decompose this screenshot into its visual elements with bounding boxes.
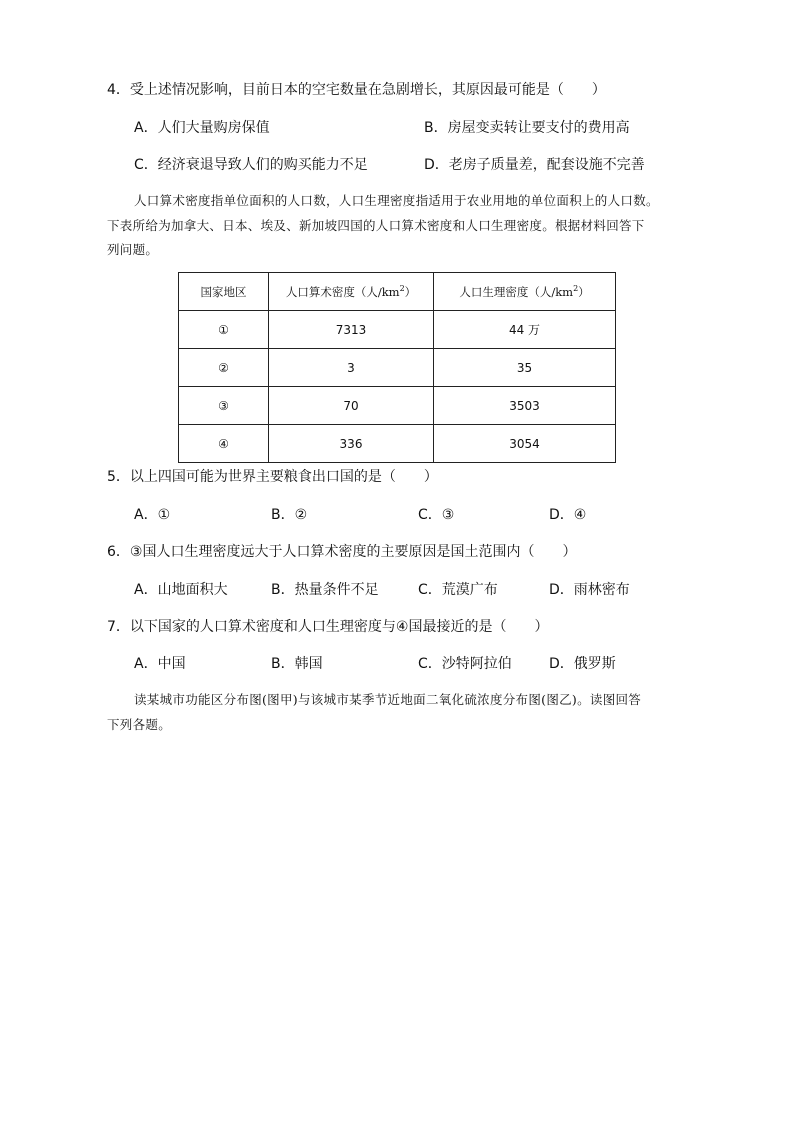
arithmetic-density-cell: 70 — [269, 387, 434, 425]
question-7-option-a: A．中国 — [134, 656, 186, 672]
arithmetic-density-cell: 7313 — [269, 311, 434, 349]
question-6-option-b: B．热量条件不足 — [271, 582, 379, 598]
question-4-option-a: A．人们大量购房保值 — [134, 120, 270, 136]
question-5-option-c: C．③ — [418, 507, 455, 523]
question-6-option-a: A．山地面积大 — [134, 582, 228, 598]
question-4-option-d: D．老房子质量差，配套设施不完善 — [424, 157, 645, 173]
density-table — [178, 272, 616, 463]
physiological-density-cell: 44 万 — [434, 311, 616, 349]
arithmetic-density-cell: 336 — [269, 425, 434, 463]
physiological-density-cell: 3503 — [434, 387, 616, 425]
question-5-option-a: A．① — [134, 507, 171, 523]
physiological-density-cell: 3054 — [434, 425, 616, 463]
question-6-stem: 6．③国人口生理密度远大于人口算术密度的主要原因是国土范围内（ ） — [107, 544, 577, 560]
question-5-stem: 5．以上四国可能为世界主要粮食出口国的是（ ） — [107, 469, 438, 485]
question-7-option-b: B．韩国 — [271, 656, 323, 672]
question-7-option-c: C．沙特阿拉伯 — [418, 656, 512, 672]
physiological-density-cell: 35 — [434, 349, 616, 387]
question-7-option-d: D．俄罗斯 — [549, 656, 616, 672]
arithmetic-density-cell: 3 — [269, 349, 434, 387]
question-6-option-d: D．雨林密布 — [549, 582, 630, 598]
table-header-row — [179, 273, 616, 311]
passage-1-line-3: 列问题。 — [107, 242, 159, 257]
header-physiological-density: 人口生理密度（人$/km^2$） — [434, 273, 616, 311]
region-cell: ④ — [179, 425, 269, 463]
region-cell: ① — [179, 311, 269, 349]
question-6-option-c: C．荒漠广布 — [418, 582, 498, 598]
question-5-option-d: D．④ — [549, 507, 587, 523]
passage-2-line-2: 下列各题。 — [107, 717, 172, 732]
question-5-option-b: B．② — [271, 507, 308, 523]
header-arithmetic-density: 人口算术密度（人$/km^2$） — [269, 273, 434, 311]
question-7-stem: 7．以下国家的人口算术密度和人口生理密度与④国最接近的是（ ） — [107, 619, 549, 635]
passage-1-line-2: 下表所给为加拿大、日本、埃及、新加坡四国的人口算术密度和人口生理密度。根据材料回答下 — [107, 218, 645, 233]
passage-1-line-1: 人口算术密度指单位面积的人口数，人口生理密度指适用于农业用地的单位面积上的人口数。 — [134, 193, 659, 208]
question-4-stem: 4．受上述情况影响，目前日本的空宅数量在急剧增长，其原因最可能是（ ） — [107, 82, 606, 98]
table-row — [179, 349, 616, 387]
table-row — [179, 425, 616, 463]
question-4-option-c: C．经济衰退导致人们的购买能力不足 — [134, 157, 368, 173]
table-row — [179, 387, 616, 425]
question-4-option-b: B．房屋变卖转让要支付的费用高 — [424, 120, 630, 136]
region-cell: ② — [179, 349, 269, 387]
passage-2-line-1: 读某城市功能区分布图(图甲)与该城市某季节近地面二氧化硫浓度分布图(图乙)。读图回答 — [134, 692, 642, 707]
table-row — [179, 311, 616, 349]
region-cell: ③ — [179, 387, 269, 425]
header-country: 国家地区 — [179, 273, 269, 311]
